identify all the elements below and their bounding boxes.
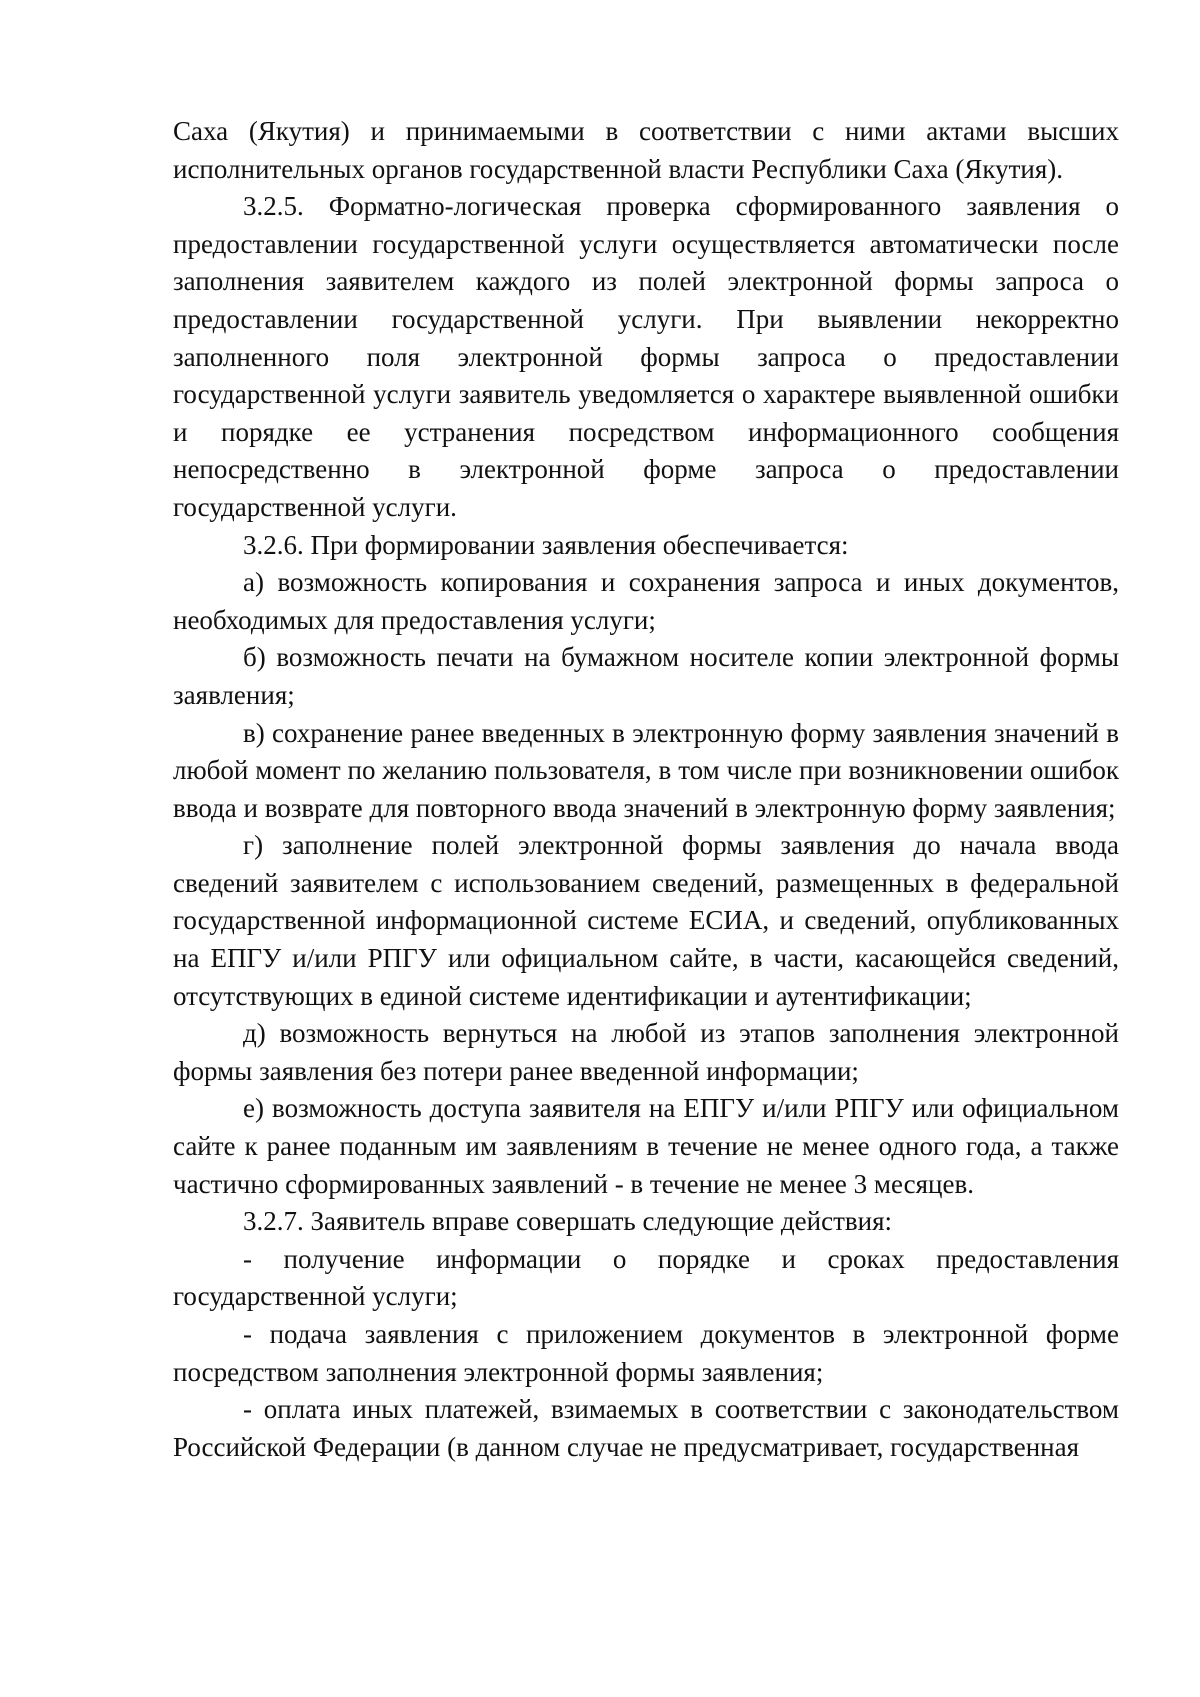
dash-item-submission: - подача заявления с приложением документов в электронной форме посредством заполнения электронной формы заявления; [173, 1319, 1119, 1387]
list-item-e: е) возможность доступа заявителя на ЕПГУ и/или РПГУ или официальном сайте к ранее поданным им заявлениям в течение не менее одного года, а также частично сформированных заявлений - в течение не менее 3 месяцев. [173, 1093, 1119, 1199]
dash-item-payment: - оплата иных платежей, взимаемых в соответствии с законодательством Российской Федерации (в данном случае не предусматривает, государственная [173, 1394, 1119, 1462]
list-item-g: г) заполнение полей электронной формы заявления до начала ввода сведений заявителем с использованием сведений, размещенных в федеральной государственной информационной системе ЕСИА, и сведений, опубликованных на ЕПГУ и/или РПГУ или официальном сайте, в части, касающейся сведений, отсутствующих в единой системе идентификации и аутентификации; [173, 830, 1119, 1011]
paragraph-3-2-7: 3.2.7. Заявитель вправе совершать следующие действия: [243, 1206, 892, 1237]
list-item-b: б) возможность печати на бумажном носителе копии электронной формы заявления; [173, 642, 1119, 710]
dash-item-info: - получение информации о порядке и сроках предоставления государственной услуги; [173, 1243, 1119, 1312]
paragraph-3-2-5: 3.2.5. Форматно-логическая проверка сформированного заявления о предоставлении государственной услуги осуществляется автоматически после заполнения заявителем каждого из полей электронной формы запроса о предоставлении государственной услуги. При выявлении некорректно заполненного поля электронной формы запроса о предоставлении государственной услуги заявитель уведомляется о характере выявленной ошибки и порядке ее устранения посредством информационного сообщения непосредственно в электронной форме запроса о предоставлении государственной услуги. [173, 191, 1119, 522]
list-item-v: в) сохранение ранее введенных в электронную форму заявления значений в любой момент по желанию пользователя, в том числе при возникновении ошибок ввода и возврате для повторного ввода значений в электронную форму заявления; [173, 717, 1119, 823]
list-item-a: а) возможность копирования и сохранения запроса и иных документов, необходимых для предоставления услуги; [173, 567, 1119, 635]
list-item-d: д) возможность вернуться на любой из этапов заполнения электронной формы заявления без потери ранее введенной информации; [173, 1018, 1119, 1086]
paragraph-continuation: Саха (Якутия) и принимаемыми в соответствии с ними актами высших исполнительных органов государственной власти Республики Саха (Якутия). [173, 116, 1119, 184]
paragraph-3-2-6: 3.2.6. При формировании заявления обеспечивается: [243, 529, 849, 560]
document-body [173, 113, 1119, 1466]
